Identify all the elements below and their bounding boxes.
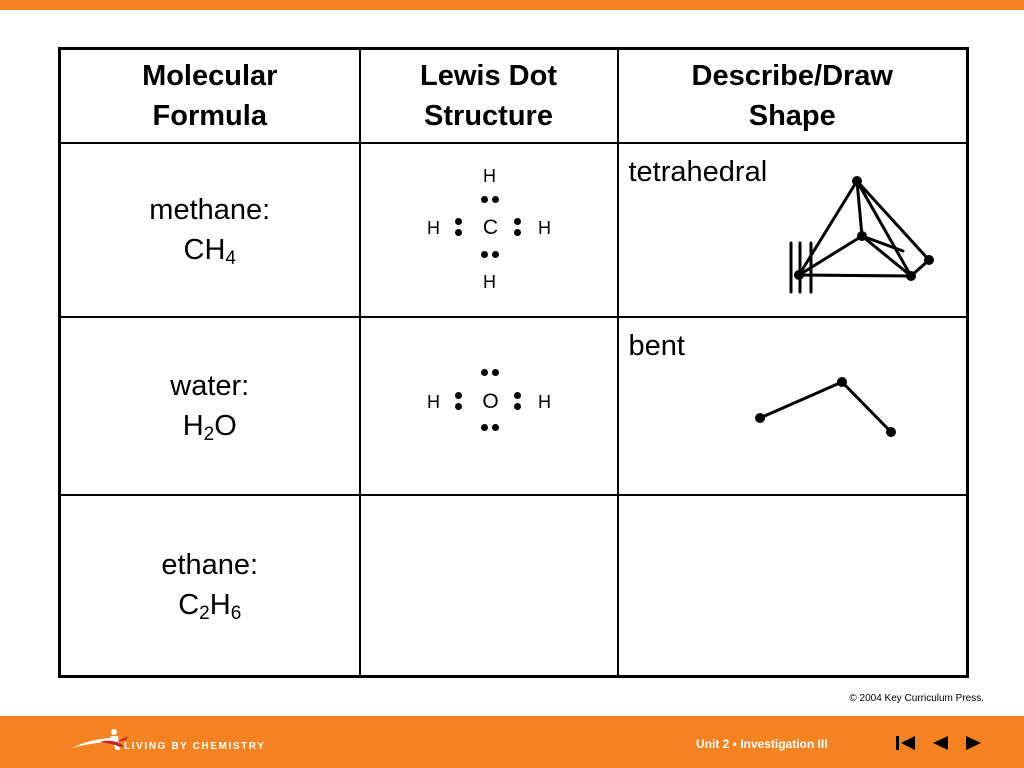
methane-top-h: H xyxy=(483,165,496,186)
previous-slide-icon[interactable] xyxy=(929,734,951,752)
methane-left-h: H xyxy=(427,217,440,238)
header-describe-draw-shape: Describe/Draw Shape xyxy=(618,49,968,143)
methane-lewis-cell xyxy=(360,143,618,317)
ethane-formula: $C_2H_6$ xyxy=(178,589,242,625)
methane-formula-cell xyxy=(60,143,360,317)
ethane-lewis-cell[interactable] xyxy=(360,495,618,677)
water-left-h: H xyxy=(427,391,440,412)
table-row-methane xyxy=(60,143,968,317)
water-formula: $H_2O$ xyxy=(182,409,237,445)
table-row-ethane xyxy=(60,495,968,677)
methane-bottom-h: H xyxy=(483,271,496,292)
methane-shape-cell xyxy=(618,143,968,317)
water-lewis-structure xyxy=(361,318,617,494)
methane-formula: $CH_4$ xyxy=(183,233,236,269)
header-molecular-formula: Molecular Formula xyxy=(60,49,360,143)
water-shape-cell xyxy=(618,317,968,495)
brand-name: LIVING BY CHEMISTRY xyxy=(124,741,266,752)
molecule-table xyxy=(58,47,969,678)
methane-right-h: H xyxy=(538,217,551,238)
table-row-water xyxy=(60,317,968,495)
methane-center-c: C xyxy=(482,215,499,239)
bent-shape-drawing xyxy=(619,318,969,496)
methane-lewis-structure xyxy=(361,144,617,316)
copyright-text: © 2004 Key Curriculum Press. xyxy=(849,693,984,704)
water-name: water: xyxy=(170,369,250,402)
ethane-formula-cell xyxy=(60,495,360,677)
water-center-o: O xyxy=(482,389,499,413)
tetrahedral-shape-drawing xyxy=(619,144,969,318)
first-slide-icon[interactable] xyxy=(895,734,917,752)
header-lewis-dot-structure: Lewis Dot Structure xyxy=(360,49,618,143)
table-header-row xyxy=(60,49,968,143)
ethane-name: ethane: xyxy=(161,549,259,582)
water-shape-label: bent xyxy=(628,329,685,362)
methane-name: methane: xyxy=(149,193,271,226)
unit-investigation-label: Unit 2 • Investigation III xyxy=(696,737,828,751)
ethane-shape-cell[interactable] xyxy=(618,495,968,677)
methane-shape-label: tetrahedral xyxy=(628,155,768,188)
water-right-h: H xyxy=(538,391,551,412)
water-lewis-cell xyxy=(360,317,618,495)
water-formula-cell xyxy=(60,317,360,495)
top-accent-bar xyxy=(0,0,1024,10)
next-slide-icon[interactable] xyxy=(963,734,985,752)
